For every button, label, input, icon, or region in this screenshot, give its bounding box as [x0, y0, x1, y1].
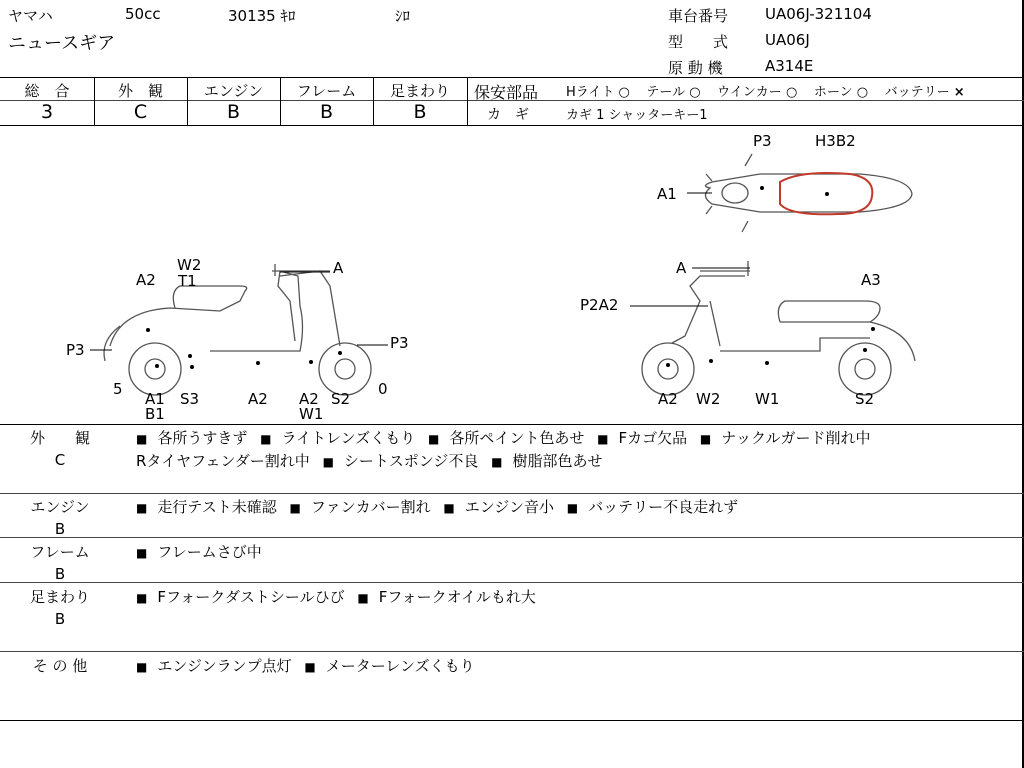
label-right-a2: A2 — [658, 390, 678, 408]
section-suspension-body — [136, 586, 996, 609]
section-exterior-body — [136, 427, 996, 473]
label-right-a3: A3 — [861, 271, 881, 289]
grade-suspension-label: 足まわり — [389, 82, 450, 100]
grade-engine-value: B — [226, 101, 241, 123]
section-frame-title: フレーム B — [30, 543, 90, 583]
list-item: ■ メーターレンズくもり — [304, 657, 475, 675]
divider — [0, 424, 1024, 425]
section-engine-body — [136, 496, 996, 519]
list-item: ■ バッテリー不良走れず — [566, 498, 739, 516]
type-value: UA06J — [765, 31, 810, 49]
key-label: カ ギ — [487, 107, 529, 123]
list-item: ■ 樹脂部色あせ — [491, 452, 603, 470]
list-item: ■ エンジンランプ点灯 — [136, 657, 292, 675]
safety-item-tail: テール ○ — [646, 85, 701, 100]
safety-item-battery: バッテリー × — [884, 85, 965, 100]
grade-frame-label: フレーム — [296, 82, 357, 100]
divider — [0, 651, 1024, 652]
label-left-a: A — [333, 259, 344, 277]
label-right-w1: W1 — [755, 390, 780, 408]
divider — [0, 537, 1024, 538]
engine-label: 原 動 機 — [668, 59, 723, 77]
divider — [467, 77, 468, 125]
model-name: ニュースギア — [8, 33, 116, 54]
list-item: ■ エンジン音小 — [443, 498, 554, 516]
label-left-w1: W1 — [299, 405, 324, 423]
list-item: Rタイヤフェンダー割れ中 — [136, 452, 310, 470]
label-left-s3: S3 — [180, 390, 200, 408]
engine-value: A314E — [765, 57, 814, 75]
divider — [0, 77, 1024, 78]
maker: ヤマハ — [8, 7, 53, 25]
label-top-h3b2: H3B2 — [815, 132, 856, 150]
list-item: ■ 走行テスト未確認 — [136, 498, 277, 516]
safety-item-horn: ホーン ○ — [813, 85, 869, 100]
damage-diagram — [0, 126, 1022, 424]
label-right-p2a2: P2A2 — [580, 296, 619, 314]
mileage: 30135 ｷﾛ — [228, 7, 296, 25]
label-left-a2-fork: A2 — [299, 390, 319, 408]
grade-frame-value: B — [319, 101, 334, 123]
list-item: ■ フレームさび中 — [136, 543, 262, 561]
chassis-label: 車台番号 — [668, 7, 729, 25]
safety-item-winker: ウインカー ○ — [717, 85, 798, 100]
label-right-w2: W2 — [696, 390, 721, 408]
safety-item-headlight: Hライト ○ — [566, 85, 630, 100]
label-left-t1: T1 — [178, 272, 197, 290]
grade-exterior-value: C — [133, 101, 148, 123]
callout-dots — [146, 186, 875, 369]
divider — [0, 582, 1024, 583]
color: ｼﾛ — [395, 7, 411, 25]
list-item: ■ 各所ペイント色あせ — [428, 429, 585, 447]
label-left-a1: A1 — [145, 390, 165, 408]
section-frame-body — [136, 541, 996, 564]
label-left-p3-rear: P3 — [66, 341, 85, 359]
grade-engine-label: エンジン — [203, 82, 264, 100]
label-top-p3: P3 — [753, 132, 772, 150]
chassis-value: UA06J-321104 — [765, 5, 872, 23]
list-item: ■ シートスポンジ不良 — [322, 452, 479, 470]
section-other-body — [136, 655, 996, 678]
label-left-a2: A2 — [136, 271, 156, 289]
label-left-s2: S2 — [331, 390, 351, 408]
section-engine-title: エンジン B — [30, 498, 90, 538]
type-label: 型 式 — [668, 33, 729, 51]
displacement: 50cc — [125, 5, 161, 23]
label-left-5: 5 — [113, 380, 123, 398]
label-right-s2: S2 — [855, 390, 875, 408]
label-top-a1: A1 — [657, 185, 677, 203]
list-item: ■ Fフォークオイルもれ大 — [357, 588, 536, 606]
grade-suspension-value: B — [413, 101, 427, 123]
section-suspension-title: 足まわり B — [29, 588, 90, 628]
grade-total-label: 総 合 — [24, 82, 70, 100]
safety-title: 保安部品 — [474, 83, 539, 102]
grade-total-value: 3 — [40, 101, 54, 123]
list-item: ■ Fカゴ欠品 — [597, 429, 688, 447]
list-item: ■ ナックルガード削れ中 — [699, 429, 871, 447]
grade-exterior-label: 外 観 — [117, 82, 163, 100]
divider — [0, 493, 1024, 494]
section-exterior-title: 外 観 C — [29, 429, 90, 469]
label-left-w2: W2 — [177, 256, 202, 274]
list-item: ■ 各所うすきず — [136, 429, 248, 447]
list-item: ■ ライトレンズくもり — [260, 429, 416, 447]
section-other-title: そ の 他 — [32, 657, 88, 675]
divider — [0, 720, 1024, 721]
top-view-scooter — [705, 154, 912, 232]
label-left-p3-front: P3 — [390, 334, 409, 352]
label-left-a2-bottom: A2 — [248, 390, 268, 408]
label-right-a: A — [676, 259, 687, 277]
safety-list — [566, 81, 965, 100]
label-left-b1: B1 — [145, 405, 165, 423]
list-item: ■ ファンカバー割れ — [289, 498, 431, 516]
key-value: カギ 1 シャッターキー1 — [566, 108, 708, 123]
label-left-0: 0 — [378, 380, 388, 398]
list-item: ■ Fフォークダストシールひび — [136, 588, 345, 606]
divider — [467, 100, 1024, 101]
